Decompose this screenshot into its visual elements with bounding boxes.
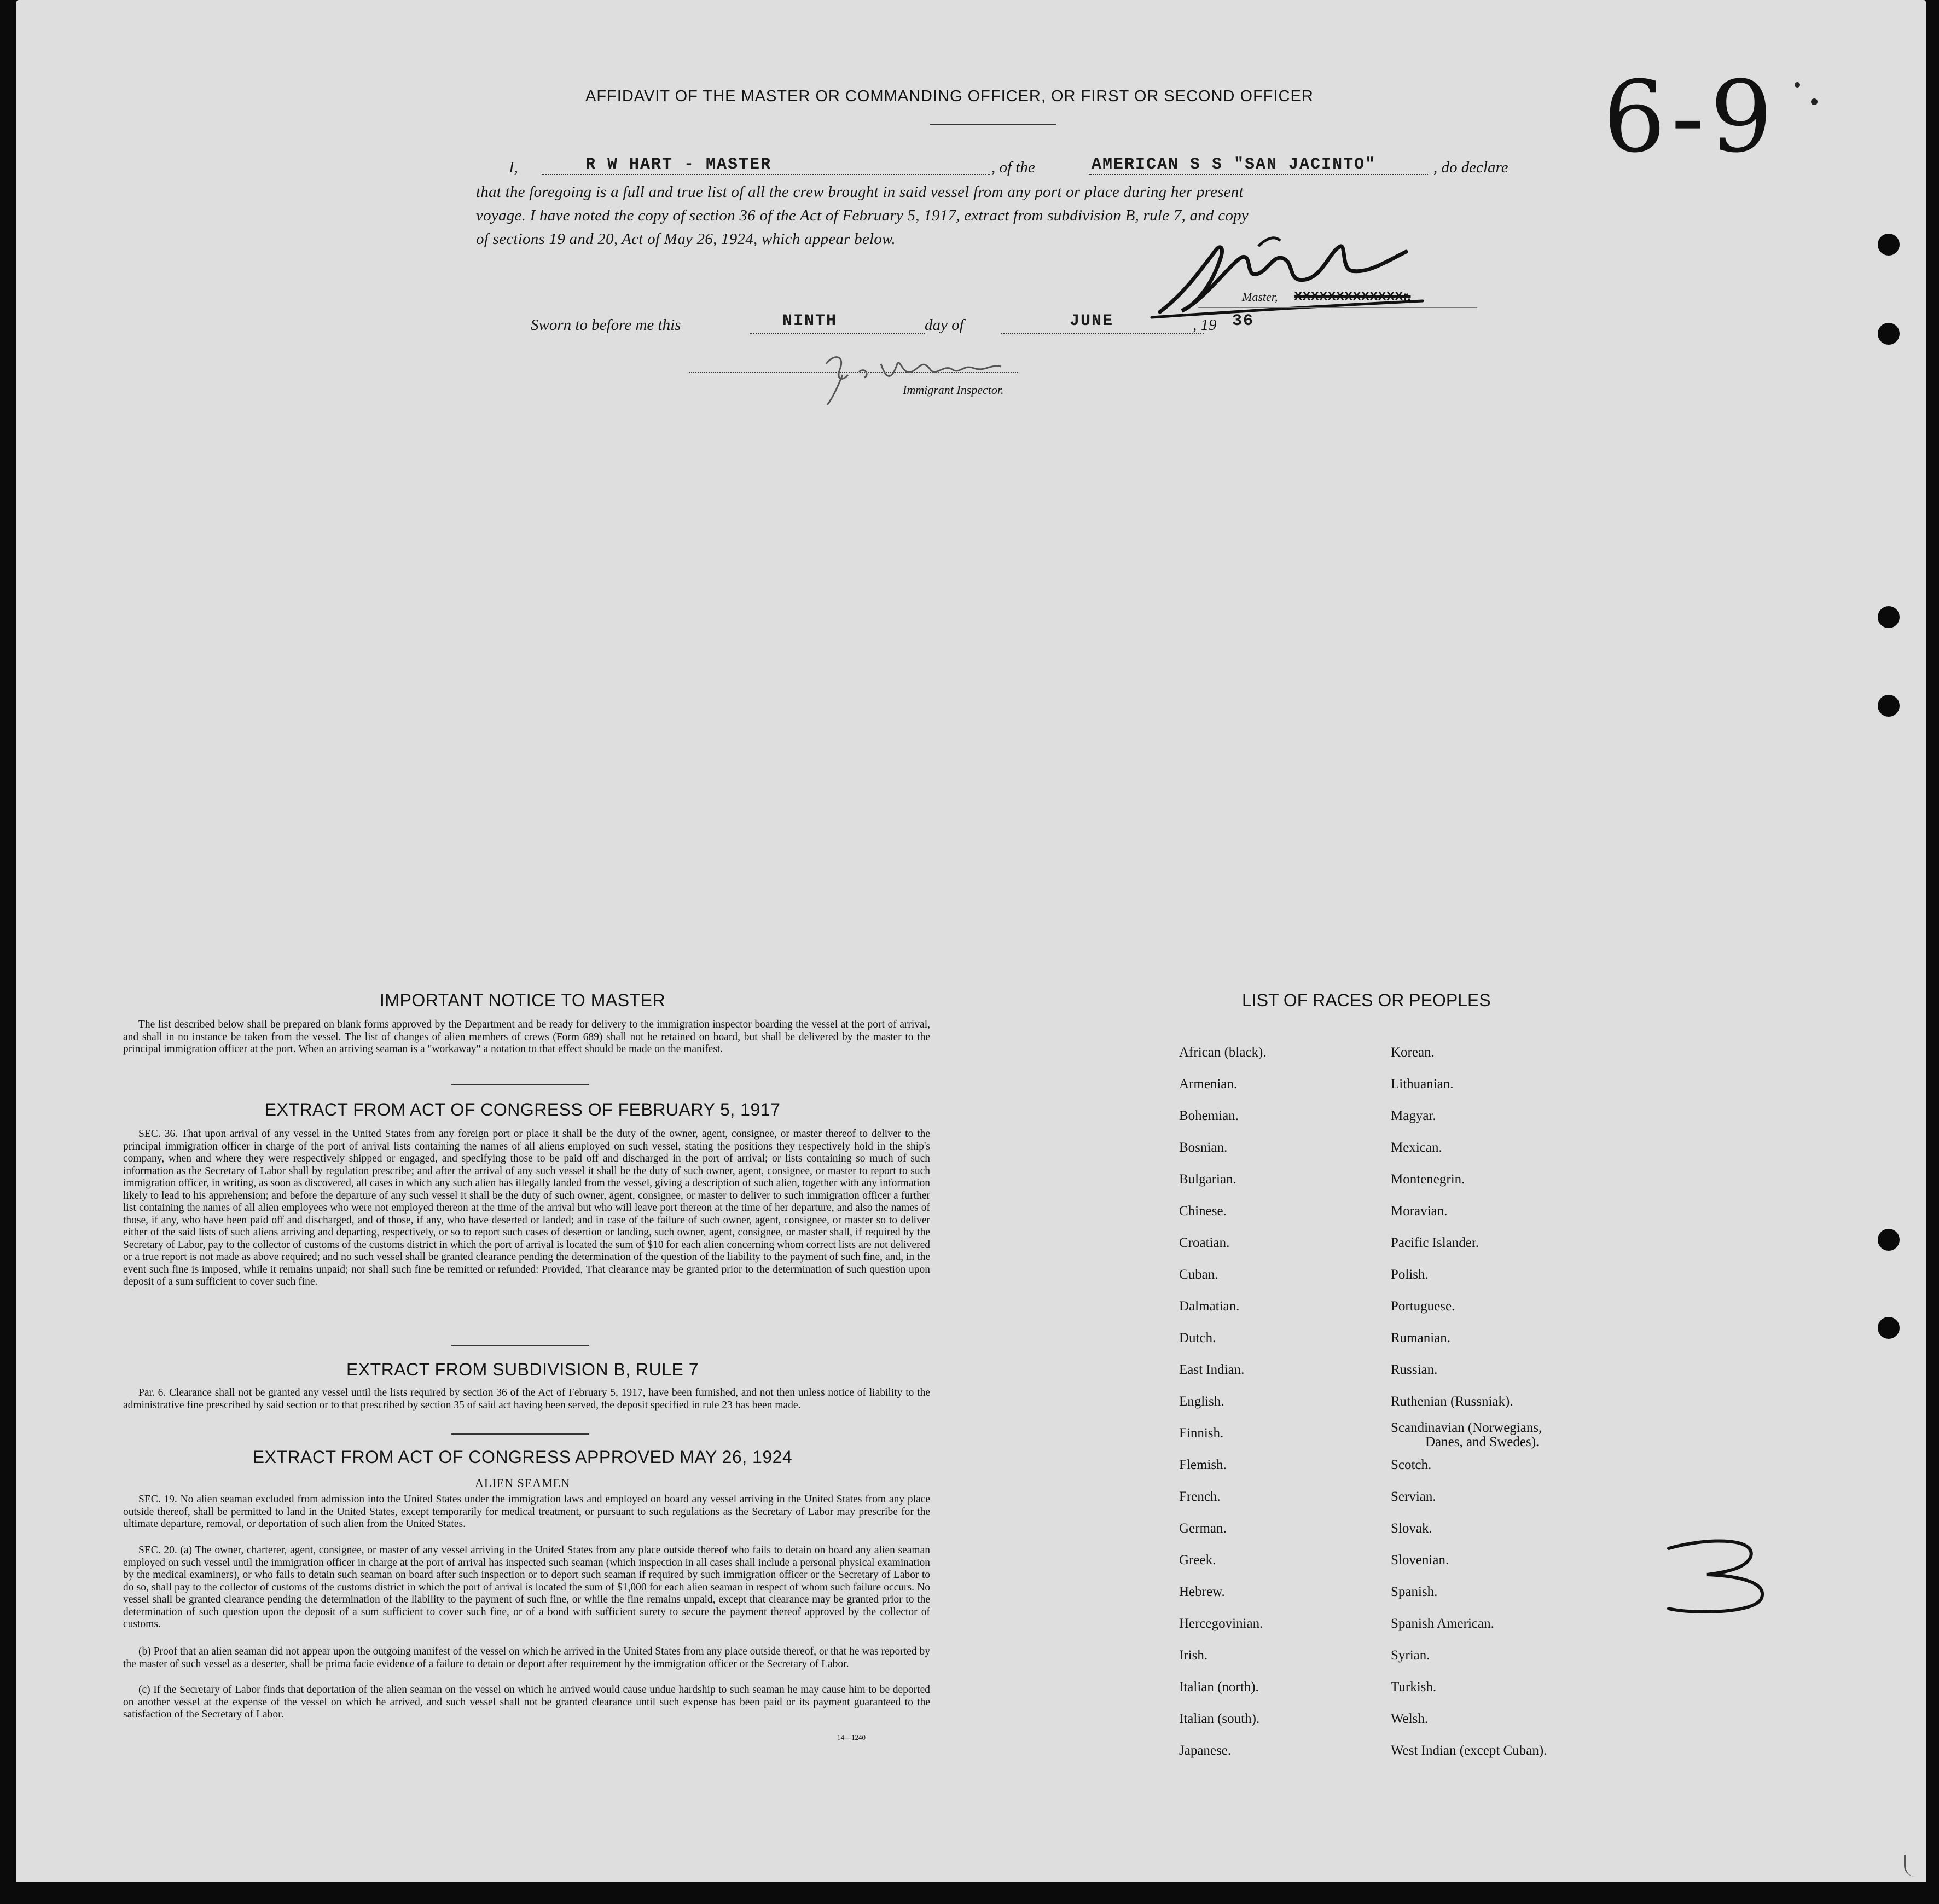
race-item: Irish. xyxy=(1179,1648,1208,1663)
section-divider xyxy=(451,1433,589,1435)
race-item: Hercegovinian. xyxy=(1179,1616,1263,1631)
extract-1924-sec20a: SEC. 20. (a) The owner, charterer, agent, consignee, or master of any vessel arriving in the United States from any place outside thereof who fails to detain on board any alien seaman employed on such vessel until the immigration officer in charge at the port of arrival has inspected such seaman (which inspection in all cases shall include a personal physical examination by the medical examiners), or who fails to detain such seaman on board after such inspection or to deport such seaman if required by such immigration officer or the Secretary of Labor to do so, shall pay to the collector of customs of the customs district in which the port of arrival is located the sum of $1,000 for each alien seaman in respect of whom such failure occurs. No vessel shall be granted clearance pending the determination of the liability to the payment of such fine, or while the fine remains unpaid, except that clearance may be granted prior to the determination of such question upon the deposit of a sum sufficient to cover such fine, or of a bond with sufficient surety to secure the payment thereof approved by the collector of customs. xyxy=(123,1545,930,1630)
race-item: Italian (north). xyxy=(1179,1680,1259,1694)
punch-hole xyxy=(1878,234,1900,256)
race-item: Finnish. xyxy=(1179,1426,1224,1441)
master-name-value: R W HART - MASTER xyxy=(585,155,772,174)
race-item: Polish. xyxy=(1391,1267,1429,1282)
race-item: English. xyxy=(1179,1394,1224,1409)
title-divider xyxy=(930,124,1056,125)
race-item: Lithuanian. xyxy=(1391,1077,1454,1092)
affidavit-of-the: , of the xyxy=(991,159,1035,176)
race-item: Bosnian. xyxy=(1179,1140,1228,1155)
extract-1924-sec19: SEC. 19. No alien seaman excluded from admission into the United States under the immigration laws and employed on board any vessel arriving in the United States from any place outside thereof, shall be permitted to land in the United States, except temporarily for medical treatment, or pursuant to such regulations as the Secretary of Labor may prescribe for the ultimate departure, removal, or deportation of such alien from the United States. xyxy=(123,1494,930,1530)
race-item: Moravian. xyxy=(1391,1204,1448,1218)
affidavit-line-3: voyage. I have noted the copy of section 36 of the Act of February 5, 1917, extract from subdivision B, rule 7, and copy xyxy=(476,207,1249,224)
race-item: Turkish. xyxy=(1391,1680,1437,1694)
struck-officer-text: XXXXXXXXXXXXX xyxy=(1294,289,1403,303)
ink-mark xyxy=(1811,98,1818,105)
race-item: Servian. xyxy=(1391,1489,1436,1504)
race-item: Scotch. xyxy=(1391,1458,1432,1472)
inspector-signature xyxy=(821,347,1018,408)
race-item: Ruthenian (Russniak). xyxy=(1391,1394,1513,1409)
race-item: Armenian. xyxy=(1179,1077,1238,1092)
section-divider xyxy=(451,1345,589,1346)
races-title: LIST OF RACES OR PEOPLES xyxy=(1242,990,1491,1010)
master-name-field xyxy=(542,174,990,175)
extract-1924-subtitle: ALIEN SEAMEN xyxy=(475,1476,570,1490)
vessel-name-field xyxy=(1089,174,1428,175)
race-item: Magyar. xyxy=(1391,1108,1436,1123)
race-item: Russian. xyxy=(1391,1362,1438,1377)
master-signature xyxy=(1149,230,1433,323)
race-item: Chinese. xyxy=(1179,1204,1227,1218)
race-item: Greek. xyxy=(1179,1553,1216,1568)
extract-rule7-title: EXTRACT FROM SUBDIVISION B, RULE 7 xyxy=(346,1360,699,1379)
signature-line xyxy=(1198,307,1477,308)
punch-hole xyxy=(1878,1229,1900,1251)
master-caption: Master, xyxy=(1242,290,1278,304)
race-item: Portuguese. xyxy=(1391,1299,1455,1314)
sworn-prefix: Sworn to before me this xyxy=(531,316,681,334)
corner-fold xyxy=(1904,1855,1922,1877)
race-item: Dutch. xyxy=(1179,1331,1216,1345)
extract-rule7-text: Par. 6. Clearance shall not be granted any vessel until the lists required by section 36 of the Act of February 5, 1917, have been furnished, and not then unless notice of liability to the administrative fine prescribed by said section or to that prescribed by section 35 of said act having been served, the deposit specified in rule 23 has been made. xyxy=(123,1387,930,1411)
ink-mark xyxy=(1795,82,1800,88)
punch-hole xyxy=(1878,1317,1900,1339)
sworn-day-value: NINTH xyxy=(782,312,838,330)
race-item: Cuban. xyxy=(1179,1267,1218,1282)
year-prefix: , 19 xyxy=(1193,316,1217,334)
year-suffix: 36 xyxy=(1232,312,1255,330)
affidavit-line-2: that the foregoing is a full and true list of all the crew brought in said vessel from any port or place during her present xyxy=(476,183,1244,201)
form-number: 14—1240 xyxy=(837,1733,866,1742)
punch-hole xyxy=(1878,606,1900,628)
race-item: Montenegrin. xyxy=(1391,1172,1465,1187)
race-item-continuation: Danes, and Swedes). xyxy=(1425,1435,1540,1449)
race-item: Korean. xyxy=(1391,1045,1435,1060)
handwritten-side-number xyxy=(1658,1532,1778,1619)
notice-title: IMPORTANT NOTICE TO MASTER xyxy=(379,990,666,1010)
race-item: Bulgarian. xyxy=(1179,1172,1236,1187)
extract-1917-text: SEC. 36. That upon arrival of any vessel in the United States from any foreign port or place it shall be the duty of the owner, agent, consignee, or master thereof to deliver to the principal immigration officer in charge of the port of arrival lists containing the names of all aliens employed on such vessel, stating the positions they respectively hold in the ship's company, when and where they were respectively shipped or engaged, and specifying those to be paid off and discharged in the port of arrival; or lists containing so much of such information as the Secretary of Labor shall by regulation prescribe; and after the arrival of any such vessel it shall be the duty of such owner, agent, consignee, or master to report to such immigration officer, in writing, as soon as discovered, all cases in which any such alien has illegally landed from the vessel, giving a description of such alien, together with any information likely to lead to his apprehension; and before the departure of any such vessel it shall be the duty of such owner, agent, consignee, or master to deliver to such immigration officer a further list containing the names of all alien employees who were not employed thereon at the time of the arrival but who will leave port thereon at the time of her departure, and also the names of those, if any, who have been paid off and discharged, and of those, if any, who have deserted or landed; and in case of the failure of such owner, agent, consignee, or master so to deliver either of the said lists of such aliens arriving and departing, respectively, or so to report such cases of desertion or landing, such owner, agent, consignee, or master shall, if required by the Secretary of Labor, pay to the collector of customs of the customs district in which the port of arrival is located the sum of $10 for each alien concerning whom correct lists are not delivered or a true report is not made as above required; and no such vessel shall be granted clearance pending the determination of the question of the liability to the payment of such fine, and, in the event such fine is imposed, while it remains unpaid; nor shall such fine be remitted or refunded: Provided, That clearance may be granted prior to the determination of such question upon deposit of a sum sufficient to cover such fine. xyxy=(123,1128,930,1287)
race-item: Slovenian. xyxy=(1391,1553,1449,1568)
extract-1924-title: EXTRACT FROM ACT OF CONGRESS APPROVED MAY 26, 1924 xyxy=(252,1447,793,1467)
race-item: Welsh. xyxy=(1391,1711,1429,1726)
race-item: Mexican. xyxy=(1391,1140,1442,1155)
punch-hole xyxy=(1878,695,1900,717)
race-item: Rumanian. xyxy=(1391,1331,1451,1345)
punch-hole xyxy=(1878,323,1900,345)
race-item: Italian (south). xyxy=(1179,1711,1260,1726)
vessel-name-value: AMERICAN S S "SAN JACINTO" xyxy=(1092,155,1377,174)
race-item: Spanish American. xyxy=(1391,1616,1494,1631)
affidavit-i: I, xyxy=(509,159,518,176)
inspector-caption: Immigrant Inspector. xyxy=(903,383,1004,397)
race-item: African (black). xyxy=(1179,1045,1267,1060)
struck-officer-tail: r. xyxy=(1403,289,1411,303)
sworn-month-field xyxy=(1001,333,1204,334)
struck-officer-title xyxy=(1294,289,1411,304)
race-item: West Indian (except Cuban). xyxy=(1391,1743,1547,1758)
day-of-label: day of xyxy=(925,316,964,334)
handwritten-side-number-text xyxy=(1663,1537,1664,1538)
extract-1924-sec20c: (c) If the Secretary of Labor finds that deportation of the alien seaman on the vessel on which he arrived would cause undue hardship to such seaman he may cause him to be deported on another vessel at the expense of the vessel on which he arrived, and such vessel shall not be granted clearance until such expense has been paid or its payment guaranteed to the satisfaction of the Secretary of Labor. xyxy=(123,1684,930,1720)
sworn-day-field xyxy=(750,333,925,334)
extract-1917-title: EXTRACT FROM ACT OF CONGRESS OF FEBRUARY 5, 1917 xyxy=(264,1100,781,1119)
race-item: Japanese. xyxy=(1179,1743,1232,1758)
document-page xyxy=(16,0,1926,1882)
race-item: Croatian. xyxy=(1179,1235,1230,1250)
race-item: Pacific Islander. xyxy=(1391,1235,1479,1250)
race-item: Slovak. xyxy=(1391,1521,1432,1536)
race-item: Spanish. xyxy=(1391,1584,1438,1599)
race-item: French. xyxy=(1179,1489,1221,1504)
race-item: East Indian. xyxy=(1179,1362,1245,1377)
race-item: Hebrew. xyxy=(1179,1584,1225,1599)
affidavit-line-4: of sections 19 and 20, Act of May 26, 1924, which appear below. xyxy=(476,230,896,248)
section-divider xyxy=(451,1084,589,1085)
race-item: Flemish. xyxy=(1179,1458,1227,1472)
affidavit-title: AFFIDAVIT OF THE MASTER OR COMMANDING OFFICER, OR FIRST OR SECOND OFFICER xyxy=(585,88,1314,105)
sworn-month-value: JUNE xyxy=(1070,312,1114,330)
race-item: Syrian. xyxy=(1391,1648,1430,1663)
race-item: German. xyxy=(1179,1521,1227,1536)
handwritten-page-number: 6-9 xyxy=(1603,60,1778,175)
race-item: Scandinavian (Norwegians, xyxy=(1391,1420,1542,1435)
affidavit-do-declare: , do declare xyxy=(1433,159,1508,176)
extract-1924-sec20b: (b) Proof that an alien seaman did not appear upon the outgoing manifest of the vessel on which he arrived in the United States from any place outside thereof, or that he was reported by the master of such vessel as a deserter, shall be prima facie evidence of a failure to detain or deport after requirement by the immigration officer or the Secretary of Labor. xyxy=(123,1646,930,1670)
notice-text: The list described below shall be prepared on blank forms approved by the Department and be ready for delivery to the immigration inspector boarding the vessel at the port of arrival, and shall in no instance be taken from the vessel. The list of changes of alien members of crews (Form 689) shall not be retained on board, but shall be delivered by the master to the principal immigration officer at the port. When an arriving seaman is a "workaway" a notation to that effect should be made on the manifest. xyxy=(123,1019,930,1055)
race-item: Dalmatian. xyxy=(1179,1299,1240,1314)
race-item: Bohemian. xyxy=(1179,1108,1239,1123)
